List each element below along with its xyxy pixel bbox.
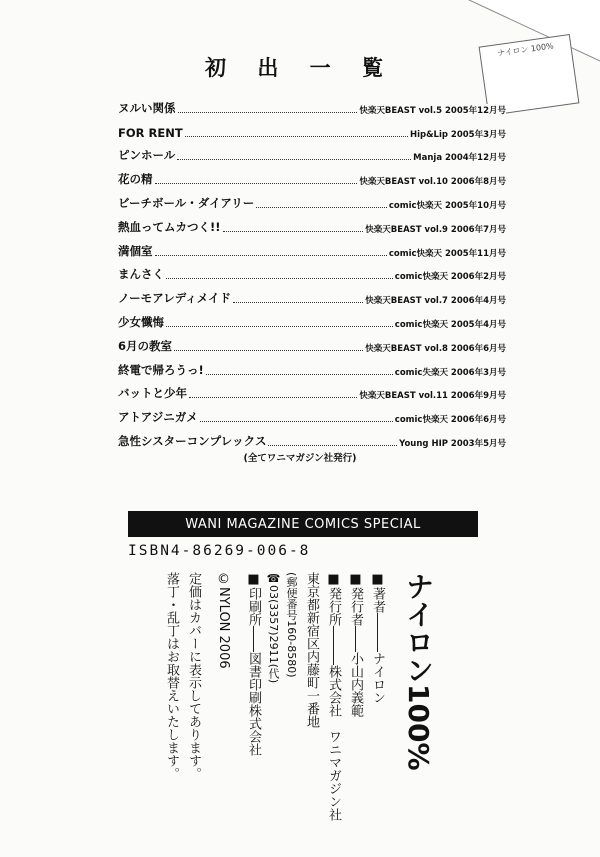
leader-dots — [268, 444, 397, 446]
entry-source: 快楽天BEAST vol.9 2006年7月号 — [365, 224, 506, 235]
entry-title: 終電で帰ろうっ! — [118, 362, 204, 377]
postal-line: (郵便番号160-8580) — [285, 572, 298, 678]
entry-source: 快楽天BEAST vol.10 2006年8月号 — [359, 177, 506, 188]
entry-title: 少女懺悔 — [118, 314, 164, 329]
entry-title: 急性シスターコンプレックス — [118, 433, 267, 448]
list-item — [118, 330, 506, 354]
entry-source: comic快楽天 2005年4月号 — [394, 319, 506, 330]
entry-source: comic快楽天 2006年6月号 — [394, 415, 506, 426]
leader-dots — [200, 420, 393, 422]
leader-dots — [189, 396, 357, 398]
entry-source: 快楽天BEAST vol.8 2006年6月号 — [365, 343, 506, 354]
entry-title: 満個室 — [118, 243, 153, 258]
leader-dots — [185, 135, 408, 137]
entry-source: 快楽天BEAST vol.5 2005年12月号 — [359, 105, 506, 116]
list-item — [118, 401, 506, 425]
series-banner: WANI MAGAZINE COMICS SPECIAL — [128, 511, 478, 537]
list-item — [118, 187, 506, 211]
list-item — [118, 211, 506, 235]
publisher-line: ■発行所―――株式会社 ワニマガジン社 — [326, 572, 341, 821]
entry-title: FOR RENT — [118, 125, 183, 140]
first-appearance-list — [118, 92, 506, 449]
list-item — [118, 92, 506, 116]
phone-line: ☎03(3357)2911(代) — [267, 572, 280, 684]
list-item — [118, 116, 506, 140]
entry-source: 快楽天BEAST vol.7 2006年4月号 — [365, 296, 506, 307]
author-line: ■著者―――ナイロン — [370, 572, 385, 704]
list-item — [118, 259, 506, 283]
list-item — [118, 235, 506, 259]
leader-dots — [174, 349, 363, 351]
entry-title: アトアジニガメ — [118, 410, 198, 425]
price-line: 定価はカバーに表示してあります。 — [186, 572, 201, 780]
publisher-note: (全てワニマガジン社発行) — [243, 453, 357, 464]
entry-title: ヌルい関係 — [118, 100, 176, 115]
leader-dots — [177, 158, 411, 160]
entry-title: 熱血ってムカつく!! — [118, 219, 221, 234]
entry-source: Manja 2004年12月号 — [413, 153, 506, 164]
entry-title: ノーモアレディメイド — [118, 291, 232, 306]
entry-source: comic失楽天 2006年3月号 — [394, 367, 506, 378]
entry-source: Hip&Lip 2005年3月号 — [410, 129, 506, 140]
list-item — [118, 378, 506, 402]
leader-dots — [155, 254, 387, 256]
list-item — [118, 140, 506, 164]
entry-title: まんさく — [118, 267, 164, 282]
leader-dots — [178, 111, 358, 113]
entry-title: 6月の教室 — [118, 338, 173, 353]
entry-source: 快楽天BEAST vol.11 2006年9月号 — [359, 391, 506, 402]
sticker-text: ナイロン 100% — [496, 41, 555, 59]
list-item — [118, 282, 506, 306]
list-item — [118, 306, 506, 330]
entry-source: comic快楽天 2005年11月号 — [388, 248, 506, 259]
leader-dots — [155, 182, 358, 184]
printer-line: ■印刷所――図書印刷株式会社 — [246, 572, 261, 756]
isbn: ISBN4-86269-006-8 — [128, 543, 311, 559]
book-title: ナイロン100% — [402, 572, 435, 771]
leader-dots — [256, 206, 387, 208]
page-title: 初 出 一 覧 — [205, 56, 395, 80]
list-item — [118, 163, 506, 187]
colophon — [148, 572, 438, 822]
leader-dots — [166, 325, 393, 327]
editor-line: ■発行者――小山内義範 — [348, 572, 363, 717]
list-item — [118, 354, 506, 378]
entry-source: Young HIP 2003年5月号 — [399, 438, 506, 449]
entry-title: バットと少年 — [118, 386, 187, 401]
entry-title: ビーチボール・ダイアリー — [118, 195, 255, 210]
copyright-line: ©NYLON 2006 — [216, 572, 231, 669]
replace-line: 落丁・乱丁はお取替えいたします。 — [164, 572, 179, 780]
entry-source: comic快楽天 2005年10月号 — [388, 200, 506, 211]
entry-title: 花の精 — [118, 172, 153, 187]
entry-title: ピンホール — [118, 148, 176, 163]
leader-dots — [206, 373, 393, 375]
list-item — [118, 425, 506, 449]
entry-source: comic快楽天 2006年2月号 — [394, 272, 506, 283]
leader-dots — [223, 230, 364, 232]
leader-dots — [233, 301, 363, 303]
address-line: 東京都新宿区内藤町一番地 — [304, 572, 319, 728]
leader-dots — [166, 277, 393, 279]
